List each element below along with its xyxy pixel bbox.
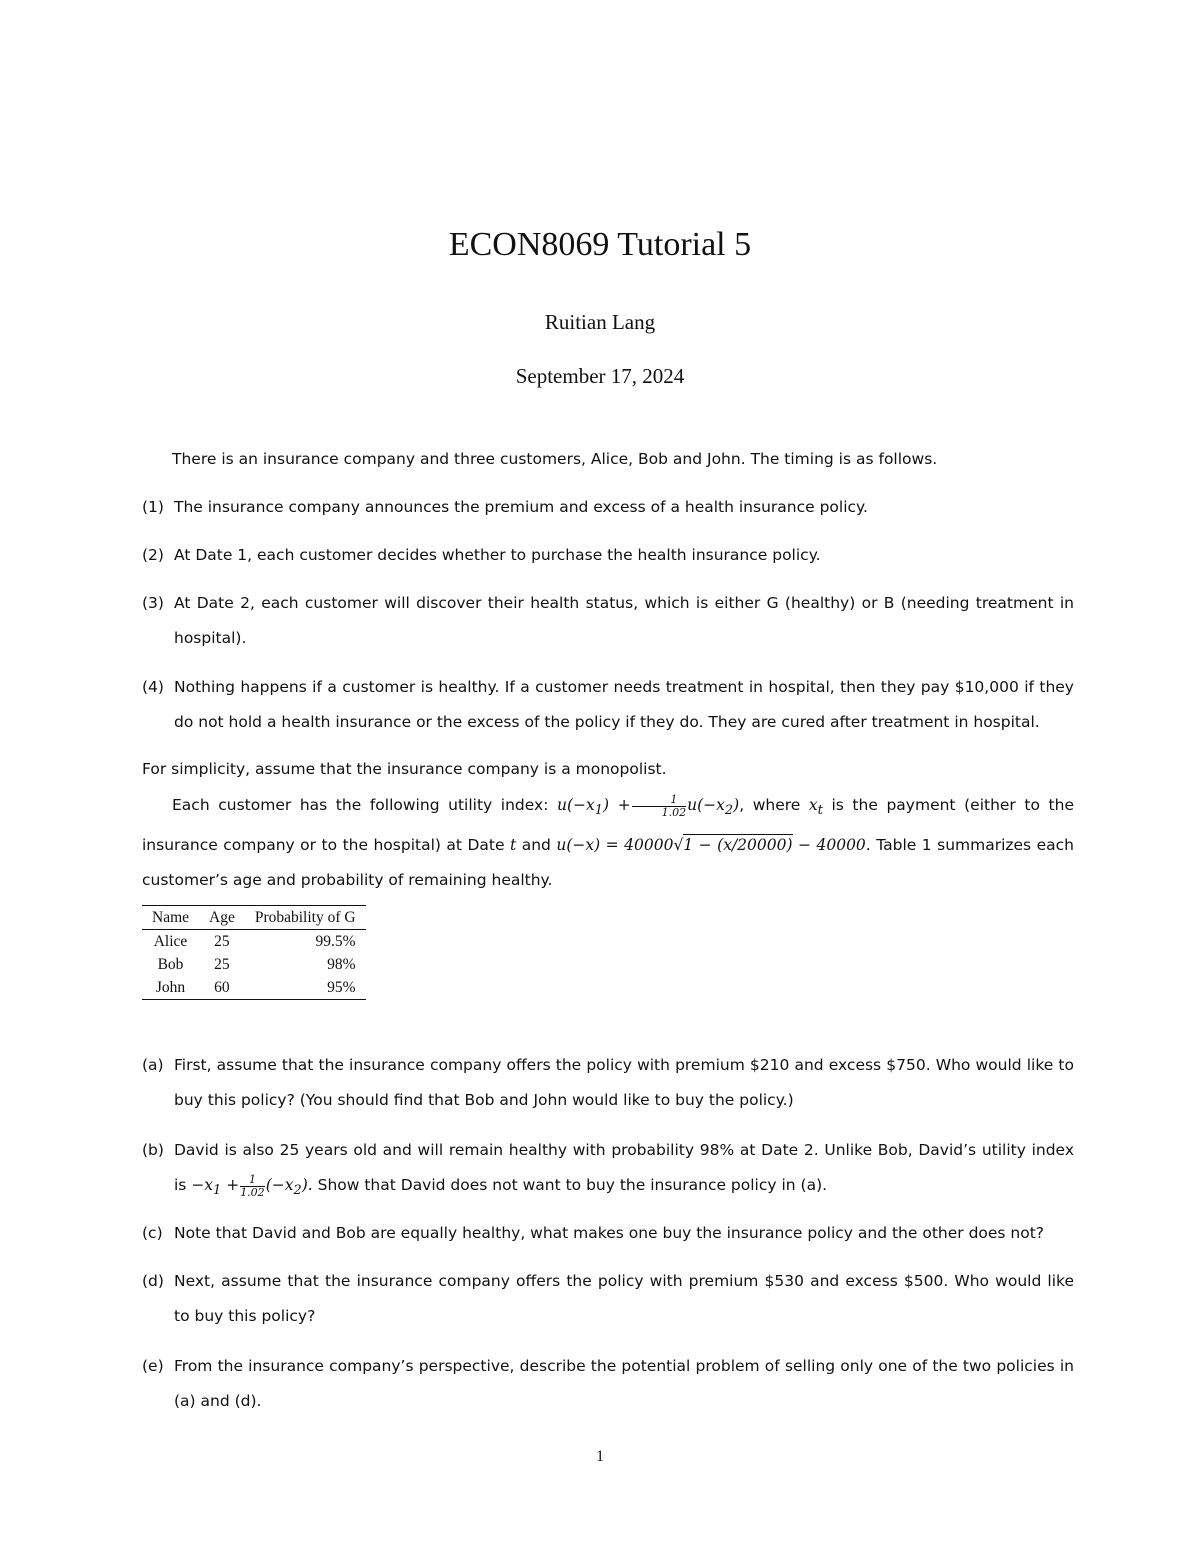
item-text: The insurance company announces the premium and excess of a health insurance policy.	[174, 498, 868, 516]
timeline-item	[142, 490, 1074, 525]
timeline-item	[142, 538, 1074, 573]
item-label: (a)	[142, 1056, 164, 1074]
david-utility-formula: $-x_1$ + $\frac{1}{1.02}$ $(-x_2)$.	[191, 1172, 313, 1199]
payment-variable: $x_t$	[808, 796, 823, 819]
fraction: $\frac{1}{1.02}$	[632, 794, 687, 819]
item-label: (2)	[142, 546, 164, 564]
fraction: $\frac{1}{1.02}$	[240, 1172, 265, 1199]
document-date: September 17, 2024	[515, 364, 685, 388]
utility-function-formula: u(−x) = 40000√1 − (x/20000) − 40000	[556, 836, 866, 855]
item-text: Note that David and Bob are equally healthy, what makes one buy the insurance policy and the other does not?	[174, 1224, 1045, 1242]
item-label: (d)	[142, 1272, 164, 1290]
question-item	[142, 1264, 1074, 1334]
utility-text: . Table 1 summarizes each customer’s age and probability of remaining healthy.	[142, 836, 1074, 890]
column-header: Age	[199, 906, 245, 930]
table-header-row	[142, 906, 366, 930]
item-text: Nothing happens if a customer is healthy. If a customer needs treatment in hospital, then they pay $10,000 if they do not hold a health insurance or the excess of the policy if they do. They are cured after treatment in hospital.	[174, 678, 1074, 731]
item-label: (c)	[142, 1224, 163, 1242]
utility-paragraph	[142, 788, 1074, 898]
item-label: (4)	[142, 678, 164, 696]
item-label: (e)	[142, 1357, 164, 1375]
item-label: (3)	[142, 594, 164, 612]
page-number: 1	[596, 1448, 604, 1465]
timeline-item	[142, 586, 1074, 656]
utility-formula: $u(-x_1)$ + $\frac{1}{1.02}$ $u(-x_2)$	[557, 792, 740, 819]
item-text: Next, assume that the insurance company offers the policy with premium $530 and excess $500. Who would like to buy this policy?	[174, 1272, 1074, 1325]
item-text: First, assume that the insurance company offers the policy with premium $210 and excess $750. Who would like to buy this policy? (You should find that Bob and John would like to buy the policy.)	[174, 1056, 1074, 1109]
table-row	[142, 930, 366, 954]
column-header: Probability of G	[245, 906, 366, 930]
timeline-item	[142, 670, 1074, 740]
table-cell: 60	[214, 979, 230, 996]
table-cell: John	[155, 979, 186, 996]
item-text: At Date 2, each customer will discover their health status, which is either G (healthy) or B (needing treatment in hospital).	[174, 594, 1074, 647]
column-header: Name	[142, 906, 199, 930]
date-variable: t	[510, 836, 517, 855]
item-text: From the insurance company’s perspective, describe the potential problem of selling only one of the two policies in (a) and (d).	[174, 1357, 1074, 1410]
table-cell: 95%	[327, 979, 356, 996]
table-cell: 98%	[327, 956, 356, 973]
table-cell: 25	[214, 933, 230, 950]
question-item	[142, 1216, 1074, 1251]
utility-text: , where	[739, 796, 809, 814]
intro-paragraph: There is an insurance company and three customers, Alice, Bob and John. The timing is as follows.	[172, 450, 938, 468]
item-text: David is also 25 years old and will remain healthy with probability 98% at Date 2. Unlike Bob, David’s utility index is $-x_1$ + $\frac{1}{1.02}$ $(-x_2)$. Show that David does not want to buy the insurance policy in (a).	[174, 1141, 1074, 1199]
question-item	[142, 1133, 1074, 1208]
customer-table	[142, 905, 366, 1000]
question-item	[142, 1048, 1074, 1118]
item-label: (b)	[142, 1141, 164, 1159]
table-cell: Alice	[153, 933, 188, 950]
monopolist-paragraph: For simplicity, assume that the insurance company is a monopolist.	[142, 760, 667, 778]
page-title: ECON8069 Tutorial 5	[448, 226, 752, 263]
utility-text: and	[516, 836, 557, 855]
table-row	[142, 953, 366, 976]
author: Ruitian Lang	[544, 310, 656, 334]
table-cell: 25	[214, 956, 230, 973]
question-item	[142, 1349, 1074, 1419]
utility-text: Each customer has the following utility index:	[172, 796, 558, 814]
item-label: (1)	[142, 498, 164, 516]
utility-text: is the payment (either to the insurance company or to the hospital) at Date	[142, 796, 1074, 855]
table-cell: Bob	[157, 956, 184, 973]
table-cell: 99.5%	[315, 933, 356, 950]
table-row	[142, 976, 366, 1000]
item-text: At Date 1, each customer decides whether to purchase the health insurance policy.	[174, 546, 821, 564]
